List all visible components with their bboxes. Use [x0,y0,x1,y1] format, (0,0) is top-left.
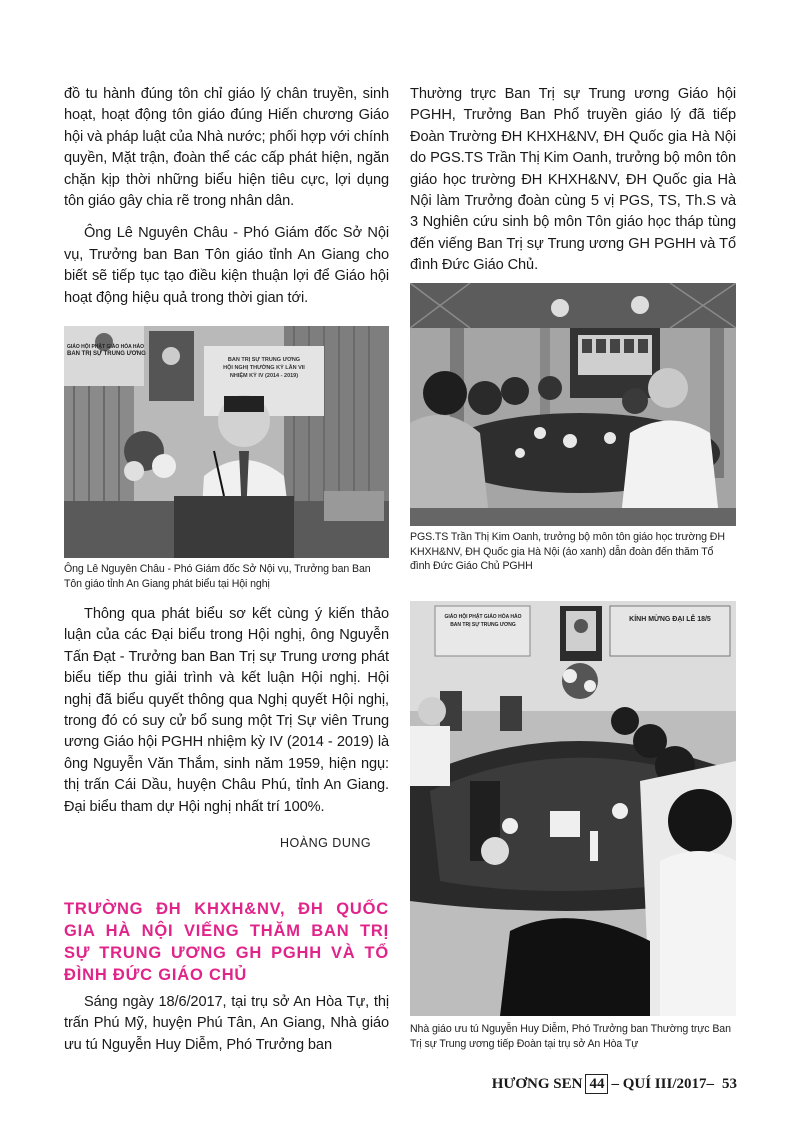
photo-delegation-at-table [410,283,736,526]
photo-reception-an-hoa-tu [410,601,736,1016]
left-column-article [64,992,389,1056]
issue-quarter: – QUÍ III/2017– [611,1075,714,1092]
photo-banner-text: KÍNH MỪNG ĐẠI LỄ 18/5 [629,616,711,623]
photo-sign-text: GIÁO HỘI PHẬT GIÁO HÒA HẢO BAN TRỊ SỰ TRUNG ƯƠNG [444,614,522,628]
page-number: 53 [722,1075,737,1092]
photo-caption: Ông Lê Nguyên Châu - Phó Giám đốc Sở Nội vụ, Trưởng ban Ban Tôn giáo tỉnh An Giang phát biểu tại Hội nghị [64,563,371,590]
photo-sign-text: GIÁO HỘI PHẬT GIÁO HÒA HẢO BAN TRỊ SỰ TRUNG ƯƠNG [67,344,146,357]
photo-speaker-at-podium [64,326,389,558]
photo-banner-text: BAN TRỊ SỰ TRUNG ƯƠNG HỘI NGHỊ THƯỜNG KỲ LẦN VII NHIỆM KỲ IV (2014 - 2019) [223,357,305,379]
right-column [410,84,736,277]
paragraph: Sáng ngày 18/6/2017, tại trụ sở An Hòa Tự, thị trấn Phú Mỹ, huyện Phú Tân, An Giang, Nhà giáo ưu tú Nguyễn Huy Diễm, Phó Trưởng ban [64,994,389,1053]
author-signature: HOÀNG DUNG [280,836,372,850]
paragraph: Thường trực Ban Trị sự Trung ương Giáo hội PGHH, Trưởng Ban Phổ truyền giáo lý đã tiếp Đoàn Trường ĐH KHXH&NV, ĐH Quốc gia Hà Nội do PGS.TS Trần Thị Kim Oanh, trưởng bộ môn tôn giáo học trường ĐH KHXH&NV, ĐH Quốc gia Hà Nội làm Trưởng đoàn cùng 5 vị PGS, TS, Th.S và 3 Nghiên cứu sinh bộ môn Tôn giáo học tháp tùng đến viếng Ban Trị sự Trung ương GH PGHH và Tổ đình Đức Giáo Chủ. [410,86,736,274]
left-column-continued [64,604,389,818]
article-headline: TRƯỜNG ĐH KHXH&NV, ĐH QUỐC GIA HÀ NỘI VIẾNG THĂM BAN TRỊ SỰ TRUNG ƯƠNG GH PGHH VÀ TỔ ĐÌNH ĐỨC GIÁO CHỦ [64,900,389,984]
paragraph: Thông qua phát biểu sơ kết cùng ý kiến thảo luận của các Đại biểu trong Hội nghị, ông Nguyễn Tấn Đạt - Trưởng ban Ban Trị sự Trung ương phát biểu tiếp thu giải trình và kết luận Hội nghị. Hội nghị đã biểu quyết thông qua Nghị quyết Hội nghị, trong đó có suy cử bổ sung một Trị Sự viên Trung ương Giáo hội PGHH nhiệm kỳ IV (2014 - 2019) là ông Nguyễn Văn Thắm, sinh năm 1959, hiện ngụ: thị trấn Cái Dầu, huyện Châu Phú, tỉnh An Giang. Đại biểu tham dự Hội nghị nhất trí 100%. [64,606,389,815]
paragraph: Ông Lê Nguyên Châu - Phó Giám đốc Sở Nội vụ, Trưởng ban Ban Tôn giáo tỉnh An Giang cho biết sẽ tiếp tục tạo điều kiện thuận lợi để Giáo hội hoạt động hiệu quả trong thời gian tới. [64,225,389,306]
left-column [64,84,389,309]
page-footer [492,1074,737,1094]
photo-caption: PGS.TS Trần Thị Kim Oanh, trưởng bộ môn tôn giáo học trường ĐH KHXH&NV, ĐH Quốc gia Hà Nội (áo xanh) dẫn đoàn đến thăm Tổ đình Đức Giáo Chủ PGHH [410,531,725,572]
magazine-name: HƯƠNG SEN [491,1075,583,1092]
paragraph: đồ tu hành đúng tôn chỉ giáo lý chân truyền, sinh hoạt, hoạt động tôn giáo đúng Hiến chương Giáo hội và pháp luật của Nhà nước; phối hợp với chính quyền, Mặt trận, đoàn thể các cấp phát hiện, ngăn chặn kịp thời những biểu hiện tiêu cực, lợi dụng tôn giáo gây chia rẽ trong nhân dân. [64,86,389,210]
issue-number: 44 [585,1074,608,1094]
photo-caption: Nhà giáo ưu tú Nguyễn Huy Diễm, Phó Trưởng ban Thường trực Ban Trị sự Trung ương tiếp Đoàn tại trụ sở An Hòa Tự [410,1023,731,1050]
